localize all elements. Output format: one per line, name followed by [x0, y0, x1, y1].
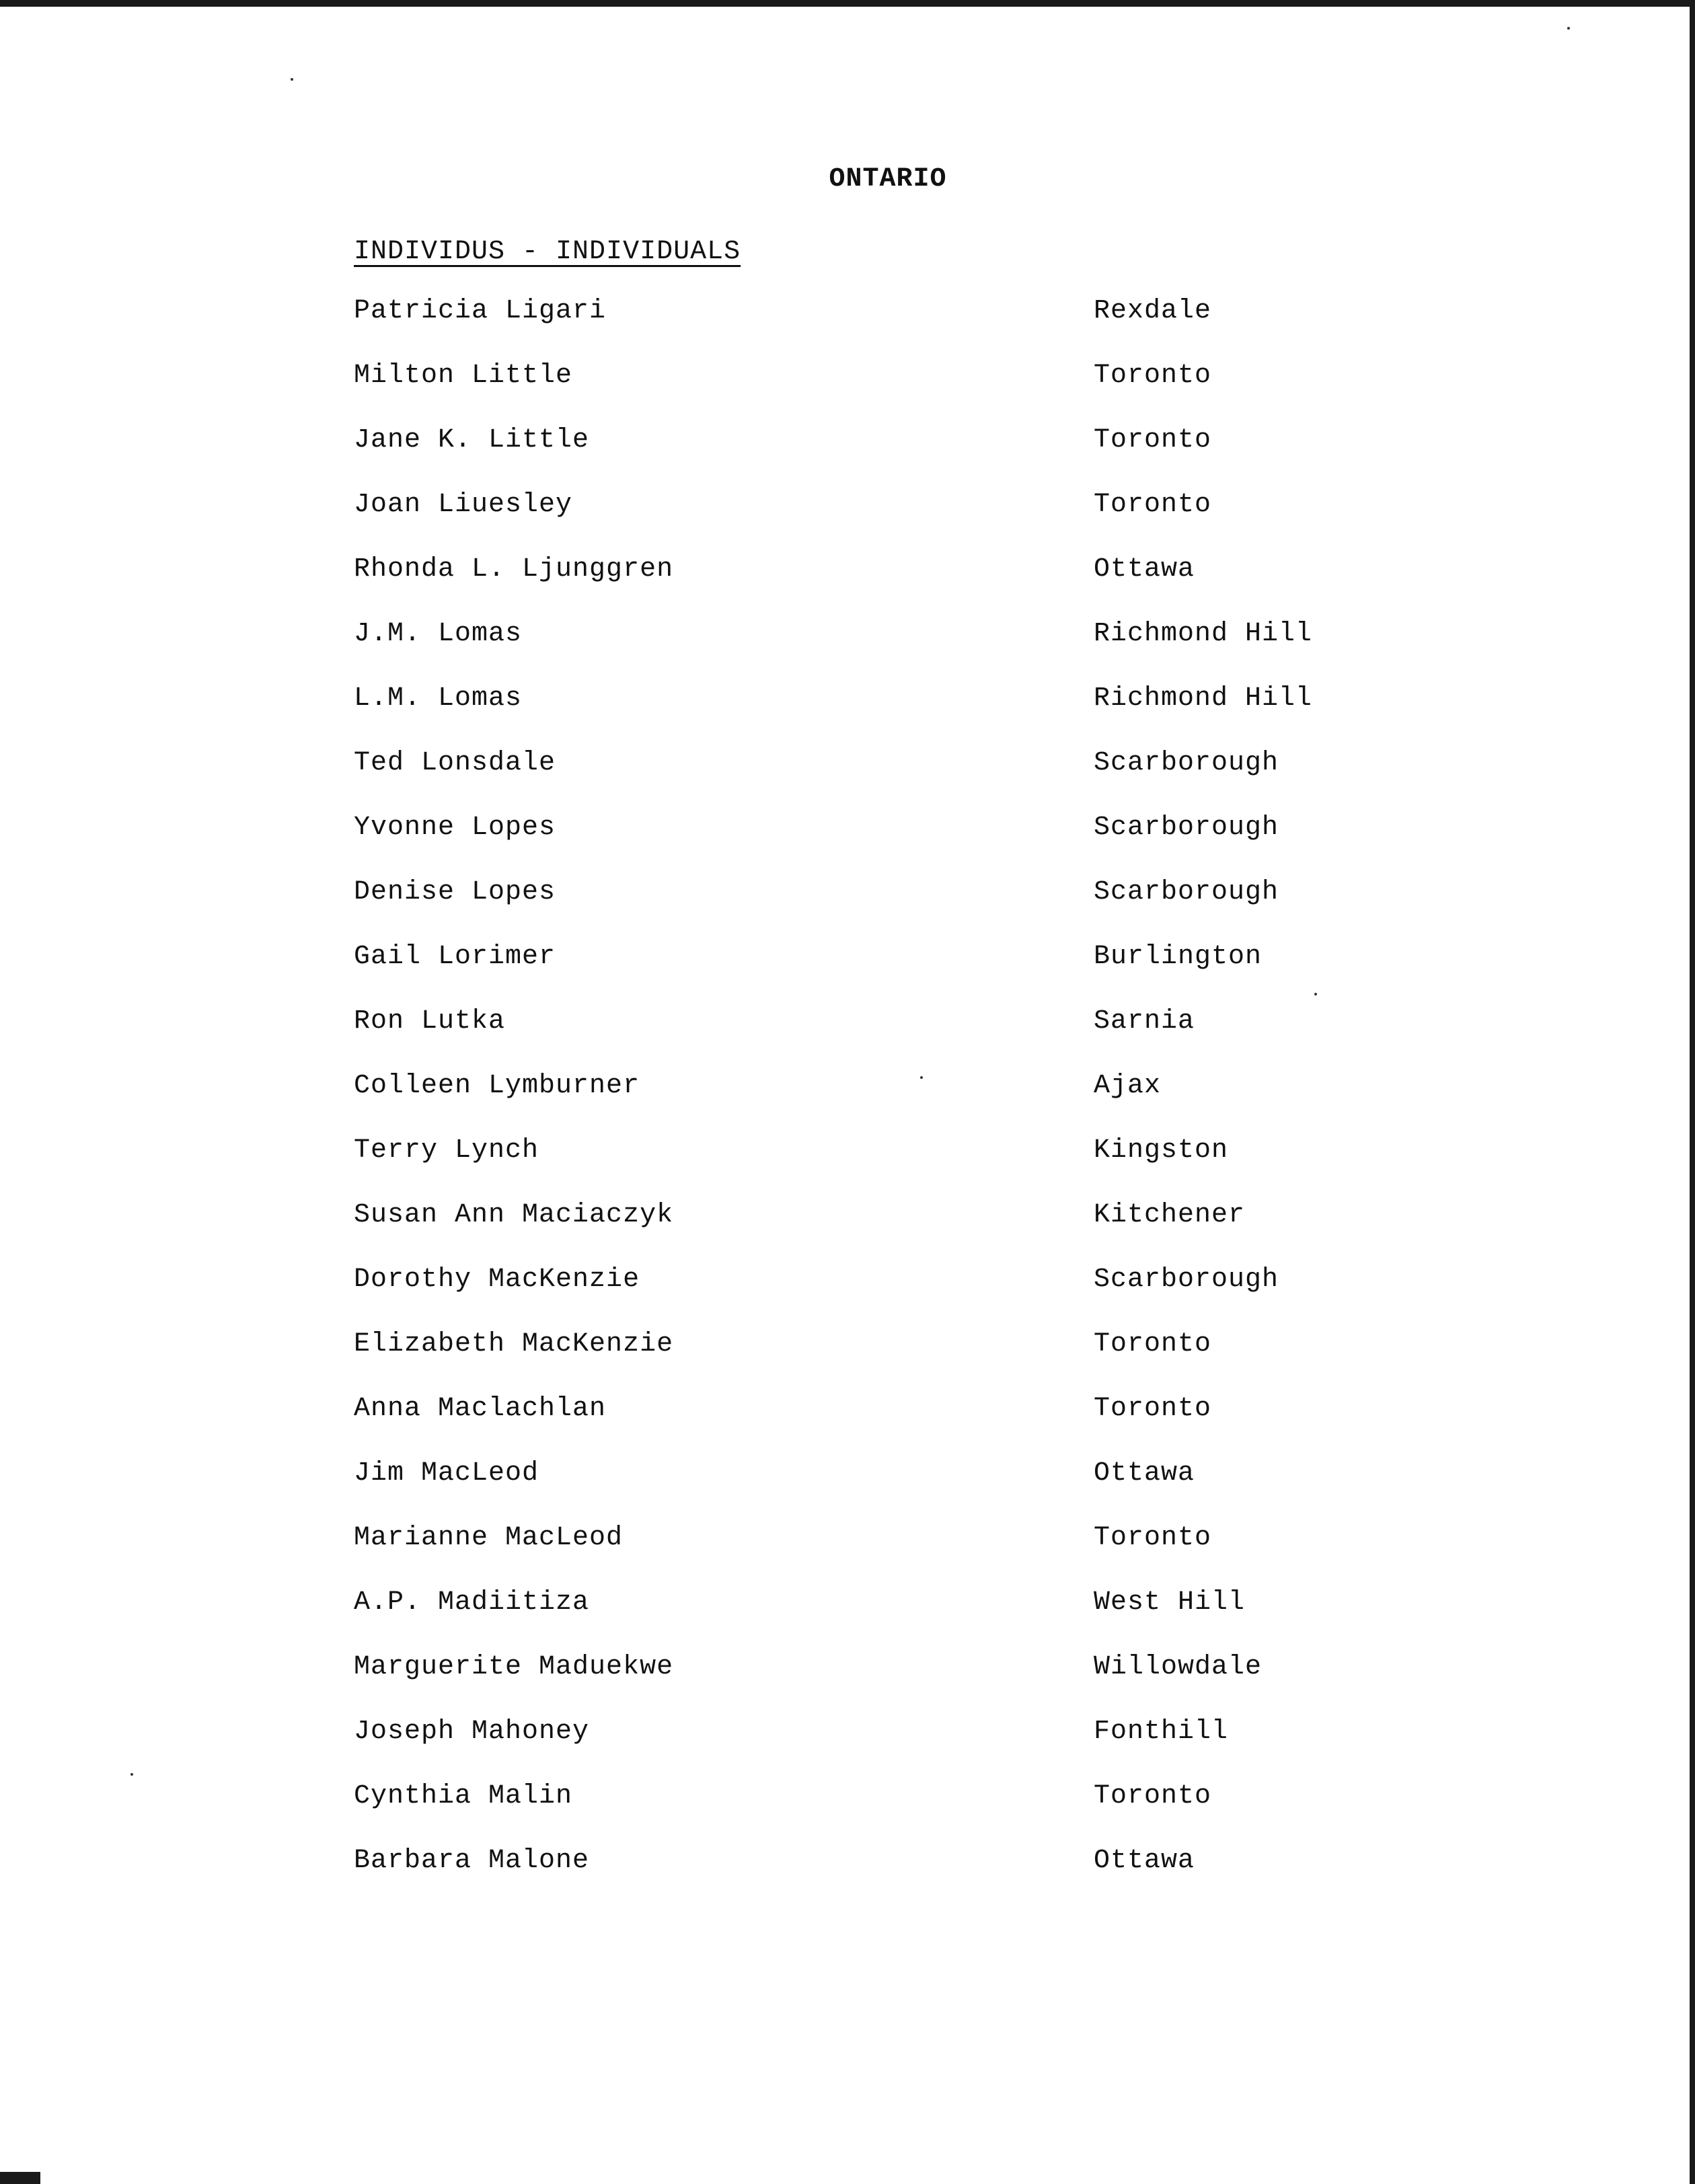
entry-city: Toronto: [1094, 1329, 1212, 1359]
entry-name: Ron Lutka: [354, 1006, 506, 1037]
entry-name: Anna Maclachlan: [354, 1394, 607, 1424]
entry-name: Susan Ann Maciaczyk: [354, 1200, 674, 1230]
list-item: [354, 490, 1497, 554]
entry-city: Rexdale: [1094, 296, 1212, 326]
entry-name: Jane K. Little: [354, 425, 590, 455]
entry-name: Rhonda L. Ljunggren: [354, 554, 674, 585]
entry-name: A.P. Madiitiza: [354, 1587, 590, 1618]
entry-name: Joan Liuesley: [354, 490, 573, 520]
section-heading: INDIVIDUS - INDIVIDUALS: [354, 237, 741, 267]
entry-name: L.M. Lomas: [354, 683, 523, 714]
list-item: [354, 1781, 1497, 1846]
entry-city: Ottawa: [1094, 1846, 1195, 1876]
entry-city: Toronto: [1094, 1523, 1212, 1553]
list-item: [354, 1523, 1497, 1587]
list-item: [354, 554, 1497, 619]
list-item: [354, 813, 1497, 877]
page-title: ONTARIO: [829, 164, 947, 194]
list-item: [354, 683, 1497, 748]
list-item: [354, 877, 1497, 942]
entry-city: Kingston: [1094, 1135, 1229, 1166]
entry-city: Toronto: [1094, 1781, 1212, 1811]
list-item: [354, 1006, 1497, 1071]
list-item: [354, 1458, 1497, 1523]
list-item: [354, 1200, 1497, 1265]
scan-speck: [1567, 27, 1570, 30]
list-item: [354, 1717, 1497, 1781]
list-item: [354, 1329, 1497, 1394]
entry-name: J.M. Lomas: [354, 619, 523, 649]
entry-city: Toronto: [1094, 361, 1212, 391]
entry-name: Elizabeth MacKenzie: [354, 1329, 674, 1359]
entry-city: Ottawa: [1094, 1458, 1195, 1489]
scan-right-edge: [1690, 0, 1695, 2184]
entry-city: Richmond Hill: [1094, 619, 1313, 649]
entry-name: Patricia Ligari: [354, 296, 607, 326]
entry-city: Fonthill: [1094, 1717, 1229, 1747]
entry-name: Ted Lonsdale: [354, 748, 556, 778]
entry-name: Joseph Mahoney: [354, 1717, 590, 1747]
entry-city: Scarborough: [1094, 1265, 1279, 1295]
entry-city: Burlington: [1094, 942, 1263, 972]
entry-name: Milton Little: [354, 361, 573, 391]
entry-city: Richmond Hill: [1094, 683, 1313, 714]
entry-name: Dorothy MacKenzie: [354, 1265, 640, 1295]
entry-name: Terry Lynch: [354, 1135, 539, 1166]
entry-name: Barbara Malone: [354, 1846, 590, 1876]
entry-city: Toronto: [1094, 490, 1212, 520]
list-item: [354, 1071, 1497, 1135]
entry-city: Toronto: [1094, 1394, 1212, 1424]
list-item: [354, 361, 1497, 425]
list-item: [354, 619, 1497, 683]
entry-city: Kitchener: [1094, 1200, 1246, 1230]
entry-list: [354, 296, 1497, 1910]
entry-name: Cynthia Malin: [354, 1781, 573, 1811]
entry-name: Colleen Lymburner: [354, 1071, 640, 1101]
entry-city: Ottawa: [1094, 554, 1195, 585]
list-item: [354, 296, 1497, 361]
scan-top-edge: [0, 0, 1695, 7]
entry-city: Scarborough: [1094, 748, 1279, 778]
list-item: [354, 1587, 1497, 1652]
entry-city: Scarborough: [1094, 877, 1279, 907]
list-item: [354, 1846, 1497, 1910]
entry-city: West Hill: [1094, 1587, 1246, 1618]
scan-speck: [130, 1773, 133, 1776]
entry-city: Scarborough: [1094, 813, 1279, 843]
list-item: [354, 1135, 1497, 1200]
entry-city: Willowdale: [1094, 1652, 1263, 1682]
entry-name: Marguerite Maduekwe: [354, 1652, 674, 1682]
entry-name: Yvonne Lopes: [354, 813, 556, 843]
entry-name: Marianne MacLeod: [354, 1523, 624, 1553]
list-item: [354, 1652, 1497, 1717]
list-item: [354, 1394, 1497, 1458]
scan-speck: [291, 78, 293, 81]
list-item: [354, 942, 1497, 1006]
list-item: [354, 425, 1497, 490]
list-item: [354, 1265, 1497, 1329]
list-item: [354, 748, 1497, 813]
entry-name: Jim MacLeod: [354, 1458, 539, 1489]
entry-city: Sarnia: [1094, 1006, 1195, 1037]
entry-name: Gail Lorimer: [354, 942, 556, 972]
entry-city: Ajax: [1094, 1071, 1162, 1101]
entry-city: Toronto: [1094, 425, 1212, 455]
entry-name: Denise Lopes: [354, 877, 556, 907]
scan-corner-mark: [0, 2172, 40, 2184]
